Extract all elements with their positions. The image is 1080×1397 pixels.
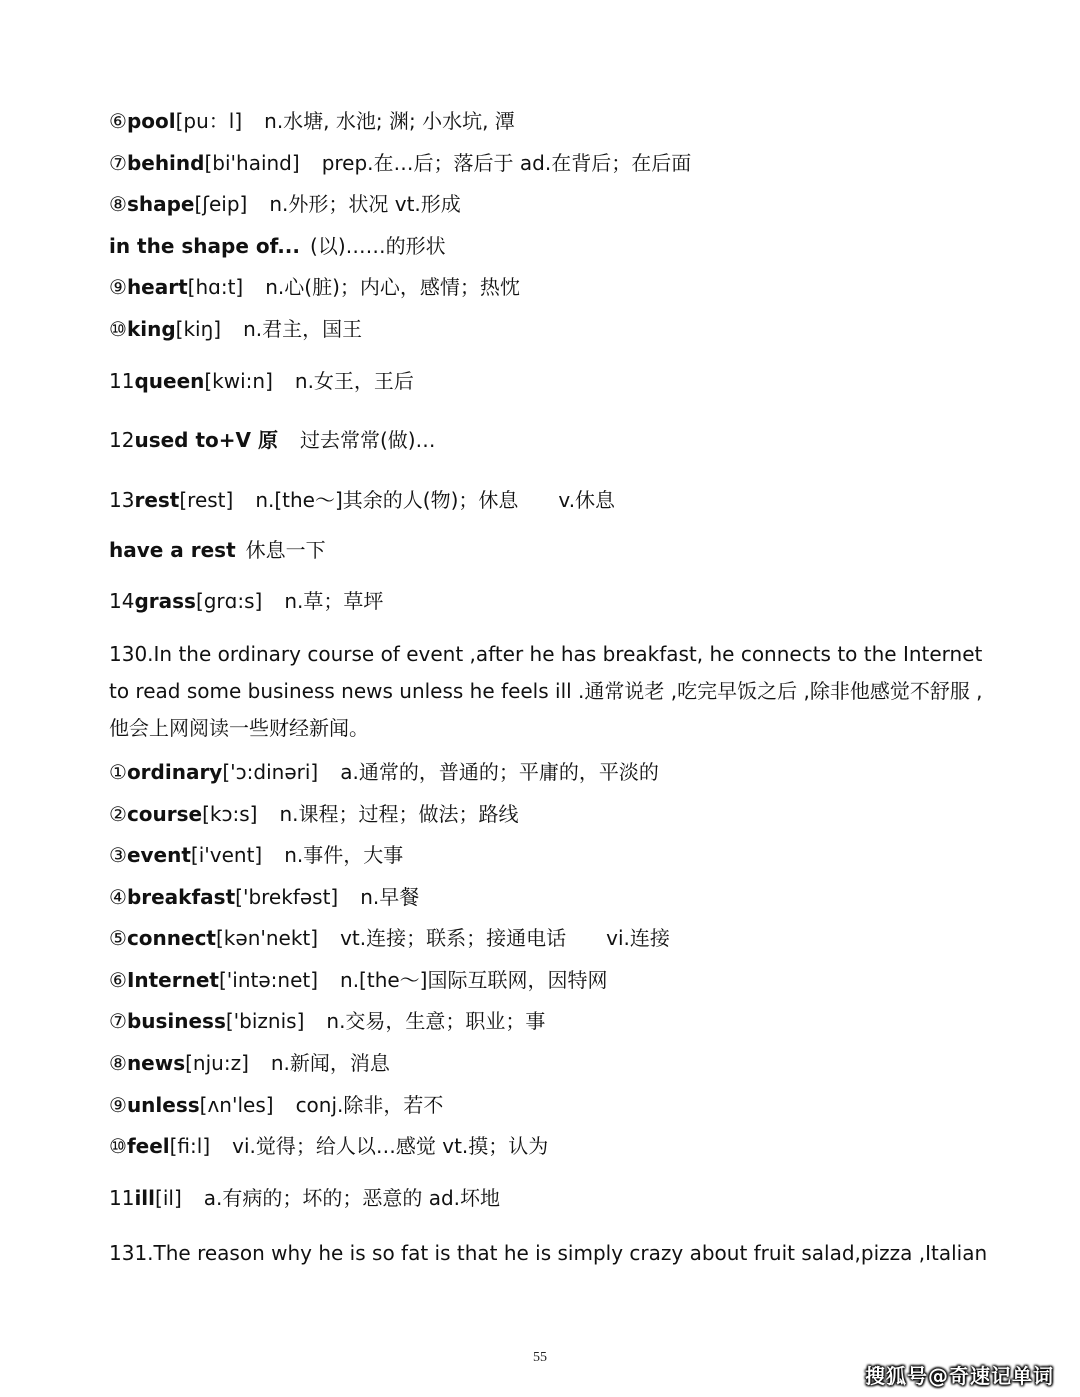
entry-number: ⑤	[109, 926, 127, 950]
entry-definition: n.交易，生意；职业；事	[326, 1009, 546, 1033]
entry-phonetic: [kwi:n]	[204, 369, 273, 393]
entry-number: 12	[109, 428, 135, 452]
entry-definition: n.事件，大事	[284, 843, 404, 867]
entry-phonetic: ['ɔ:dinəri]	[222, 760, 319, 784]
entry-definition: vt.连接；联系；接通电话	[340, 926, 567, 950]
entry-number: ⑩	[109, 317, 127, 341]
entry-definition: n.[the～]国际互联网，因特网	[340, 968, 608, 992]
vocab-entry	[109, 1133, 548, 1159]
entry-number: 14	[109, 589, 135, 613]
entry-phonetic: [bi'haind]	[204, 151, 300, 175]
entry-definition: n.新闻，消息	[270, 1051, 390, 1075]
entry-phonetic: [ʌn'les]	[199, 1093, 274, 1117]
entry-phonetic: [fi:l]	[169, 1134, 211, 1158]
entry-number: 13	[109, 488, 135, 512]
entry-phonetic: [nju:z]	[185, 1051, 249, 1075]
vocab-entry	[109, 1092, 443, 1118]
entry-word: unless	[126, 1093, 200, 1117]
entry-number: ⑧	[109, 192, 127, 216]
entry-definition: n.心(脏)；内心，感情；热忱	[265, 275, 520, 299]
entry-definition: conj.除非，若不	[295, 1093, 444, 1117]
entry-word: queen	[134, 369, 205, 393]
entry-phonetic: ['brekfəst]	[235, 885, 339, 909]
entry-definition: a.通常的，普通的；平庸的，平淡的	[340, 760, 659, 784]
entry-phonetic: ['biznis]	[225, 1009, 305, 1033]
entry-number: ④	[109, 885, 127, 909]
entry-definition-extra: vi.连接	[606, 926, 670, 950]
vocab-entry	[109, 588, 383, 614]
vocab-entry	[109, 316, 362, 342]
entry-number: ⑨	[109, 275, 127, 299]
entry-number: ③	[109, 843, 127, 867]
vocab-entry	[109, 801, 519, 827]
entry-word: connect	[126, 926, 216, 950]
vocab-phrase	[109, 233, 446, 259]
entry-word: behind	[126, 151, 205, 175]
entry-word: pool	[126, 109, 176, 133]
entry-phonetic: [il]	[155, 1186, 182, 1210]
entry-phonetic: [kən'nekt]	[216, 926, 319, 950]
phrase-text: have a rest	[109, 538, 236, 562]
vocab-entry	[109, 884, 419, 910]
vocab-entry	[109, 842, 403, 868]
entry-definition: n.女王，王后	[294, 369, 414, 393]
entry-word: king	[126, 317, 176, 341]
entry-definition-extra: v.休息	[558, 488, 616, 512]
entry-word: heart	[126, 275, 188, 299]
vocab-entry	[109, 925, 670, 951]
vocab-entry	[109, 191, 461, 217]
vocab-entry	[109, 274, 520, 300]
entry-phonetic: [grɑ:s]	[195, 589, 263, 613]
entry-word: ill	[134, 1186, 156, 1210]
example-sentence: 130.In the ordinary course of event ,after he has breakfast, he connects to the Internet to read some business news unless he feels ill .通常说老 ,吃完早饭之后 ,除非他感觉不舒服 ,他会上网阅读一些财经新闻。	[109, 642, 983, 740]
entry-phonetic: [i'vent]	[190, 843, 263, 867]
entry-word: event	[126, 843, 191, 867]
entry-definition: n.早餐	[360, 885, 420, 909]
entry-phonetic: [rest]	[179, 488, 234, 512]
vocab-phrase	[109, 537, 326, 563]
entry-word: Internet	[126, 968, 219, 992]
entry-number: ⑩	[109, 1134, 127, 1158]
entry-phonetic: [ʃeip]	[194, 192, 248, 216]
entry-definition: n.草；草坪	[284, 589, 384, 613]
phrase-text: in the shape of...	[109, 234, 301, 258]
phrase-definition: (以)……的形状	[310, 234, 446, 258]
entry-phonetic: [kiŋ]	[175, 317, 222, 341]
entry-word: course	[126, 802, 203, 826]
entry-word: feel	[126, 1134, 170, 1158]
entry-number: 11	[109, 369, 135, 393]
entry-number: ⑨	[109, 1093, 127, 1117]
entry-number: ⑥	[109, 968, 127, 992]
example-sentence: 131.The reason why he is so fat is that he is simply crazy about fruit salad,pizza ,Italian	[109, 1241, 988, 1265]
entry-definition: n.课程；过程；做法；路线	[279, 802, 519, 826]
entry-number: 11	[109, 1186, 135, 1210]
vocab-entry	[109, 368, 414, 394]
entry-number: ⑦	[109, 151, 127, 175]
vocab-entry	[109, 150, 691, 176]
entry-phonetic: [hɑ:t]	[187, 275, 244, 299]
entry-word: used to+V 原	[134, 428, 278, 452]
entry-phonetic: ['intə:net]	[218, 968, 319, 992]
watermark: 搜狐号@奇速记单词	[865, 1364, 1054, 1388]
entry-number: ⑥	[109, 109, 127, 133]
vocab-entry	[109, 1185, 500, 1211]
vocab-entry	[109, 108, 515, 134]
vocab-entry	[109, 759, 659, 785]
entry-definition: 过去常常(做)…	[299, 428, 436, 452]
entry-definition: n.水塘, 水池; 渊; 小水坑, 潭	[264, 109, 515, 133]
entry-word: news	[126, 1051, 186, 1075]
vocab-entry	[109, 1050, 390, 1076]
entry-number: ①	[109, 760, 127, 784]
vocab-entry	[109, 427, 436, 453]
entry-number: ②	[109, 802, 127, 826]
entry-word: breakfast	[126, 885, 236, 909]
entry-word: shape	[126, 192, 195, 216]
phrase-definition: 休息一下	[245, 538, 326, 562]
entry-word: ordinary	[126, 760, 223, 784]
entry-number: ⑦	[109, 1009, 127, 1033]
entry-word: grass	[134, 589, 196, 613]
entry-definition: n.君主，国王	[243, 317, 363, 341]
entry-definition: prep.在…后；落后于 ad.在背后；在后面	[321, 151, 692, 175]
vocab-entry	[109, 967, 607, 993]
entry-definition: vi.觉得；给人以…感觉 vt.摸；认为	[232, 1134, 549, 1158]
entry-phonetic: [pu：l]	[175, 109, 243, 133]
page-number: 55	[533, 1350, 547, 1365]
vocab-entry	[109, 1008, 545, 1034]
entry-number: ⑧	[109, 1051, 127, 1075]
vocab-entry	[109, 487, 615, 513]
entry-word: business	[126, 1009, 226, 1033]
entry-word: rest	[134, 488, 180, 512]
entry-phonetic: [kɔ:s]	[202, 802, 258, 826]
entry-definition: n.[the～]其余的人(物)；休息	[255, 488, 519, 512]
entry-definition: a.有病的；坏的；恶意的 ad.坏地	[203, 1186, 501, 1210]
entry-definition: n.外形；状况 vt.形成	[269, 192, 461, 216]
